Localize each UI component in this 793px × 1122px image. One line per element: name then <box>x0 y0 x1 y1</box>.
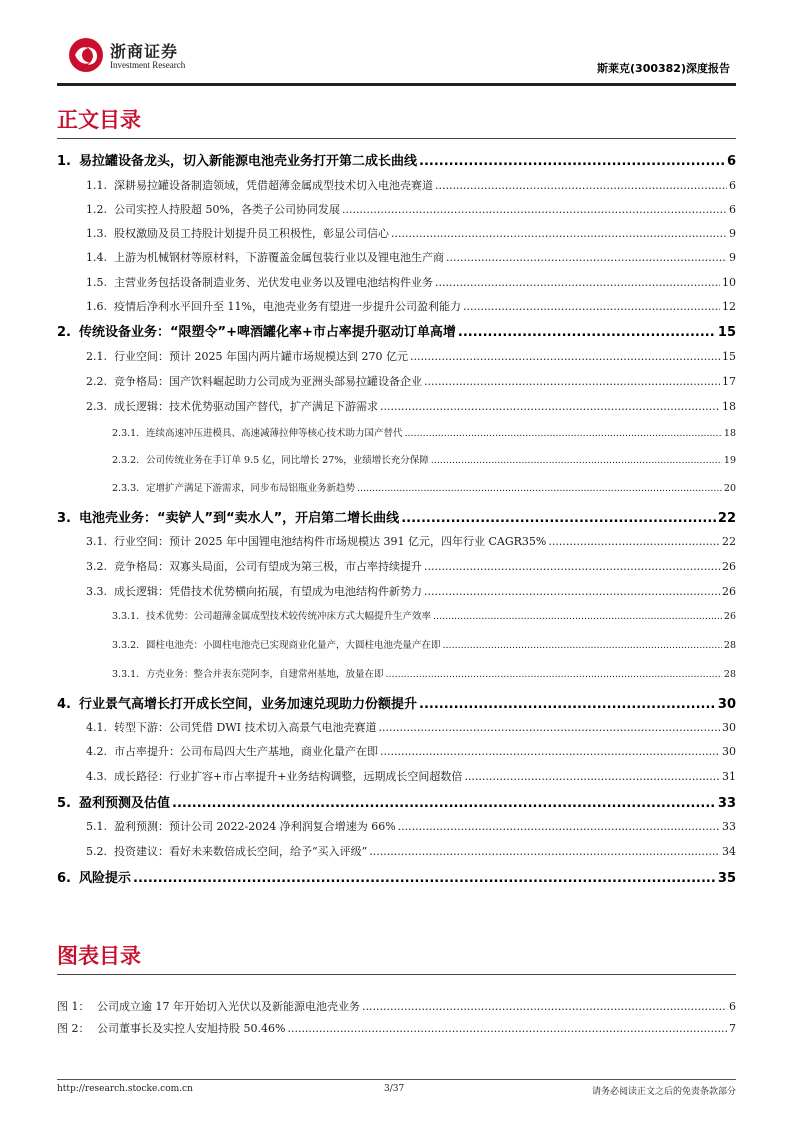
footer-page-number: 3/37 <box>384 1084 405 1094</box>
toc-dot-leader <box>548 535 720 548</box>
toc-entry-title: 成长逻辑：技术优势驱动国产替代，扩产满足下游需求 <box>114 400 378 413</box>
toc-entry-title: 主营业务包括设备制造业务、光伏发电业务以及锂电池结构件业务 <box>114 276 433 289</box>
toc-dot-leader <box>431 455 722 466</box>
toc-entry[interactable] <box>86 398 736 414</box>
figure-dot-leader <box>362 1000 727 1013</box>
toc-entry-number: 3.2. <box>86 560 107 573</box>
toc-entry-number: 3.3. <box>86 585 107 598</box>
toc-entry[interactable] <box>112 637 736 651</box>
toc-entry-page: 15 <box>722 350 736 363</box>
toc-entry[interactable] <box>57 150 736 169</box>
toc-entry[interactable] <box>86 225 736 241</box>
toc-entry-number: 1.5. <box>86 276 107 289</box>
toc-entry-title: 风险提示 <box>79 871 132 886</box>
company-logo <box>66 36 226 76</box>
toc-entry-number: 3.3.1. <box>112 669 140 680</box>
footer-url[interactable]: http://research.stocke.com.cn <box>57 1084 193 1094</box>
toc-entry[interactable] <box>86 348 736 364</box>
toc-entry-title: 竞争格局：国产饮料崛起助力公司成为亚洲头部易拉罐设备企业 <box>114 375 422 388</box>
toc-entry-number: 5.1. <box>86 820 107 833</box>
toc-dot-leader <box>172 796 716 811</box>
figure-dot-leader <box>287 1022 727 1035</box>
toc-entry-title: 上游为机械钢材等原材料，下游覆盖金属包装行业以及锂电池生产商 <box>114 251 444 264</box>
toc-entry-number: 3. <box>57 511 71 526</box>
toc-entry-number: 3.3.1. <box>112 611 140 622</box>
toc-entry[interactable] <box>57 867 736 886</box>
toc-entry-title: 投资建议：看好未来数倍成长空间，给予“买入评级” <box>114 845 368 858</box>
toc-entry[interactable] <box>86 719 736 735</box>
toc-entry-number: 4. <box>57 697 71 712</box>
toc-entry-title: 盈利预测及估值 <box>79 796 171 811</box>
toc-entry-title: 成长路径：行业扩容+市占率提升+业务结构调整，远期成长空间超数倍 <box>114 770 463 783</box>
toc-entry-page: 26 <box>722 560 736 573</box>
toc-entry-title: 定增扩产满足下游需求，同步布局铝瓶业务新趋势 <box>146 483 356 494</box>
logo-name-en: Investment Research <box>110 60 186 70</box>
toc-entry-number: 5.2. <box>86 845 107 858</box>
toc-entry[interactable] <box>57 792 736 811</box>
toc-entry[interactable] <box>86 843 736 859</box>
figure-entry[interactable] <box>57 998 736 1014</box>
toc-entry-number: 4.1. <box>86 721 107 734</box>
toc-entry-title: 连续高速冲压进模具、高速减薄拉伸等核心技术助力国产替代 <box>146 428 403 439</box>
toc-dot-leader <box>401 511 716 526</box>
figure-entry-title: 公司董事长及实控人安旭持股 50.46% <box>97 1022 286 1035</box>
toc-dot-leader <box>405 428 722 439</box>
toc-entry-page: 33 <box>717 796 736 811</box>
toc-entry[interactable] <box>86 274 736 290</box>
toc-entry-page: 30 <box>722 745 736 758</box>
toc-entry[interactable] <box>57 507 736 526</box>
toc-entry-page: 6 <box>729 179 736 192</box>
toc-entry[interactable] <box>112 480 736 494</box>
toc-entry-number: 5. <box>57 796 71 811</box>
toc-entry-number: 4.3. <box>86 770 107 783</box>
toc-entry[interactable] <box>112 608 736 622</box>
figure-entry[interactable] <box>57 1020 736 1036</box>
toc-entry-page: 12 <box>722 300 736 313</box>
toc-entry-title: 公司实控人持股超 50%，各类子公司协同发展 <box>114 203 340 216</box>
toc-dot-leader <box>463 300 720 313</box>
toc-entry-number: 2.2. <box>86 375 107 388</box>
toc-entry[interactable] <box>86 177 736 193</box>
toc-entry[interactable] <box>86 298 736 314</box>
header-divider <box>57 83 736 86</box>
toc-dot-leader <box>342 203 727 216</box>
toc-entry-page: 18 <box>722 400 736 413</box>
toc-dot-leader <box>398 820 720 833</box>
toc-entry-page: 26 <box>723 611 736 622</box>
toc-entry[interactable] <box>86 533 736 549</box>
toc-entry-number: 1. <box>57 154 71 169</box>
toc-dot-leader <box>391 227 727 240</box>
toc-entry-page: 34 <box>722 845 736 858</box>
toc-dot-leader <box>424 375 720 388</box>
toc-entry-page: 18 <box>723 428 736 439</box>
toc-entry[interactable] <box>86 583 736 599</box>
toc-entry[interactable] <box>112 425 736 439</box>
toc-dot-leader <box>419 154 725 169</box>
toc-entry-number: 6. <box>57 871 71 886</box>
toc-entry-title: 行业空间：预计 2025 年中国锂电池结构件市场规模达 391 亿元，四年行业 CAGR35% <box>114 535 547 548</box>
toc-entry[interactable] <box>86 201 736 217</box>
toc-entry-page: 35 <box>717 871 736 886</box>
toc-entry[interactable] <box>57 321 736 340</box>
toc-entry[interactable] <box>86 249 736 265</box>
figure-entry-page: 6 <box>729 1000 736 1013</box>
toc-entry-page: 20 <box>723 483 736 494</box>
toc-dot-leader <box>435 179 727 192</box>
toc-entry[interactable] <box>86 373 736 389</box>
toc-dot-leader <box>369 845 720 858</box>
toc-title: 正文目录 <box>57 108 141 132</box>
toc-entry-page: 33 <box>722 820 736 833</box>
toc-entry-title: 股权激励及员工持股计划提升员工积极性，彰显公司信心 <box>114 227 389 240</box>
footer-divider <box>57 1079 736 1080</box>
toc-dot-leader <box>410 350 720 363</box>
toc-entry-page: 9 <box>729 251 736 264</box>
figures-title-divider <box>57 974 736 975</box>
toc-entry-title: 竞争格局：双寡头局面，公司有望成为第三极，市占率持续提升 <box>114 560 422 573</box>
logo-mark-icon <box>66 36 106 74</box>
toc-entry-page: 6 <box>729 203 736 216</box>
figure-entry-title: 公司成立逾 17 年开始切入光伏以及新能源电池壳业务 <box>97 1000 360 1013</box>
toc-dot-leader <box>424 560 720 573</box>
toc-entry-page: 30 <box>722 721 736 734</box>
figure-entry-number: 图 1： <box>57 1000 90 1013</box>
toc-entry[interactable] <box>57 693 736 712</box>
toc-entry-number: 1.1. <box>86 179 107 192</box>
toc-entry-title: 公司传统业务在手订单 9.5 亿，同比增长 27%，业绩增长充分保障 <box>146 455 429 466</box>
toc-entry-title: 传统设备业务：“限塑令”+啤酒罐化率+市占率提升驱动订单高增 <box>79 325 456 340</box>
toc-entry-page: 6 <box>726 154 736 169</box>
toc-entry-page: 10 <box>722 276 736 289</box>
figures-title: 图表目录 <box>57 944 141 968</box>
toc-entry[interactable] <box>86 818 736 834</box>
toc-entry[interactable] <box>112 666 736 680</box>
logo-name-cn: 浙商证券 <box>110 42 179 61</box>
toc-entry-page: 26 <box>722 585 736 598</box>
toc-entry-page: 17 <box>722 375 736 388</box>
toc-entry-number: 2.3.2. <box>112 455 140 466</box>
toc-entry-page: 28 <box>723 640 736 651</box>
figure-entry-number: 图 2： <box>57 1022 90 1035</box>
footer-disclaimer: 请务必阅读正文之后的免责条款部分 <box>591 1087 736 1097</box>
toc-entry-page: 30 <box>717 697 736 712</box>
toc-entry-number: 2.1. <box>86 350 107 363</box>
toc-entry-title: 易拉罐设备龙头，切入新能源电池壳业务打开第二成长曲线 <box>79 154 418 169</box>
toc-entry-number: 1.6. <box>86 300 107 313</box>
figure-entry-page: 7 <box>729 1022 736 1035</box>
toc-entry[interactable] <box>86 743 736 759</box>
toc-entry-title: 行业空间：预计 2025 年国内两片罐市场规模达到 270 亿元 <box>114 350 408 363</box>
toc-entry-title: 圆柱电池壳：小圆柱电池壳已实现商业化量产，大圆柱电池壳量产在即 <box>146 640 441 651</box>
toc-entry-title: 方壳业务：整合并表东莞阿李，自建常州基地，放量在即 <box>146 669 384 680</box>
toc-entry-number: 2.3.3. <box>112 483 140 494</box>
toc-dot-leader <box>386 669 722 680</box>
toc-dot-leader <box>458 325 716 340</box>
toc-entry-number: 2.3.1. <box>112 428 140 439</box>
toc-dot-leader <box>435 276 720 289</box>
toc-entry-number: 3.1. <box>86 535 107 548</box>
toc-entry-page: 19 <box>723 455 736 466</box>
toc-dot-leader <box>433 611 722 622</box>
toc-entry-number: 3.3.2. <box>112 640 140 651</box>
toc-dot-leader <box>446 251 727 264</box>
toc-entry-title: 成长逻辑：凭借技术优势横向拓展，有望成为电池结构件新势力 <box>114 585 422 598</box>
toc-entry-title: 转型下游：公司凭借 DWI 技术切入高景气电池壳赛道 <box>114 721 377 734</box>
toc-entry[interactable] <box>112 452 736 466</box>
toc-entry-title: 技术优势：公司超薄金属成型技术较传统冲床方式大幅提升生产效率 <box>146 611 432 622</box>
toc-entry-title: 深耕易拉罐设备制造领域，凭借超薄金属成型技术切入电池壳赛道 <box>114 179 433 192</box>
toc-entry-number: 2. <box>57 325 71 340</box>
toc-entry-number: 1.4. <box>86 251 107 264</box>
toc-entry-page: 22 <box>722 535 736 548</box>
toc-entry-title: 行业景气高增长打开成长空间，业务加速兑现助力份额提升 <box>79 697 418 712</box>
toc-dot-leader <box>424 585 720 598</box>
toc-entry-title: 电池壳业务：“卖铲人”到“卖水人”，开启第二增长曲线 <box>79 511 400 526</box>
toc-dot-leader <box>378 721 720 734</box>
toc-entry-number: 2.3. <box>86 400 107 413</box>
toc-dot-leader <box>380 400 720 413</box>
toc-title-divider <box>57 138 736 139</box>
toc-entry-page: 28 <box>723 669 736 680</box>
toc-entry-number: 1.2. <box>86 203 107 216</box>
toc-dot-leader <box>464 770 720 783</box>
report-title: 斯莱克(300382)深度报告 <box>597 62 730 75</box>
toc-entry-page: 9 <box>729 227 736 240</box>
toc-dot-leader <box>419 697 716 712</box>
toc-entry-page: 31 <box>722 770 736 783</box>
toc-entry[interactable] <box>86 558 736 574</box>
toc-entry-page: 15 <box>717 325 736 340</box>
toc-entry-number: 4.2. <box>86 745 107 758</box>
toc-dot-leader <box>133 871 716 886</box>
toc-entry-title: 盈利预测：预计公司 2022-2024 净利润复合增速为 66% <box>114 820 396 833</box>
toc-entry-number: 1.3. <box>86 227 107 240</box>
toc-entry[interactable] <box>86 768 736 784</box>
toc-entry-title: 市占率提升：公司布局四大生产基地，商业化量产在即 <box>114 745 378 758</box>
toc-entry-page: 22 <box>717 511 736 526</box>
toc-dot-leader <box>380 745 720 758</box>
toc-dot-leader <box>443 640 722 651</box>
toc-dot-leader <box>357 483 722 494</box>
toc-entry-title: 疫情后净利水平回升至 11%，电池壳业务有望进一步提升公司盈利能力 <box>114 300 461 313</box>
